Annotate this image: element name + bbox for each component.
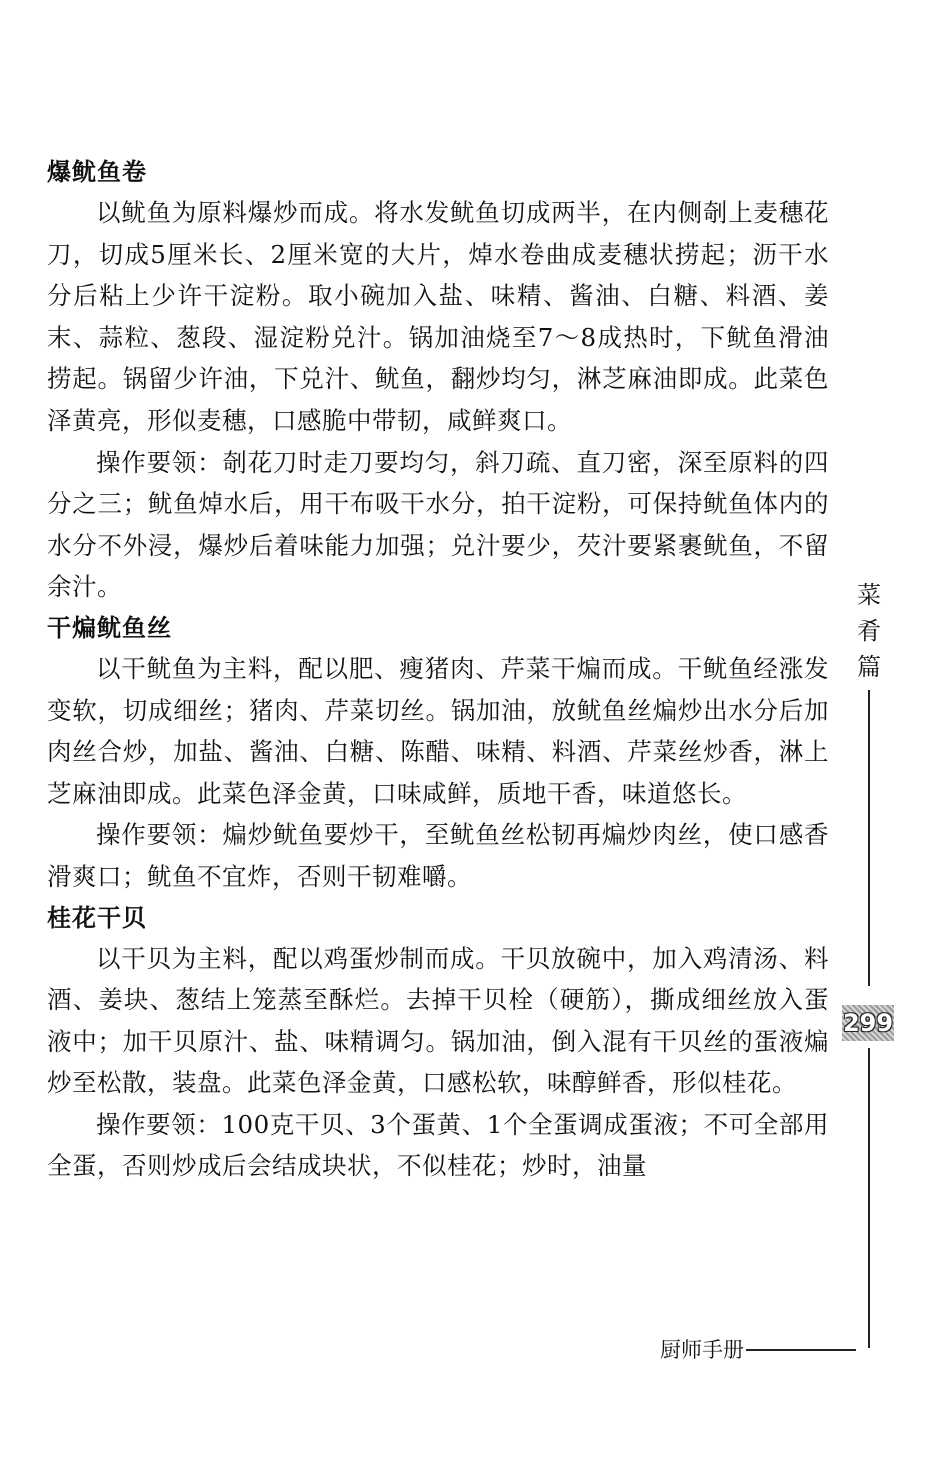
page-footer — [660, 1334, 856, 1364]
section-paragraph: 操作要领：剞花刀时走刀要均匀，斜刀疏、直刀密，深至原料的四分之三；鱿鱼焯水后，用干布吸干水分，拍干淀粉，可保持鱿鱼体内的水分不外浸，爆炒后着味能力加强；兑汁要少，芡汁要紧裹鱿鱼，不留余汁。 — [47, 447, 829, 602]
side-tab-char: 菜 — [857, 581, 881, 609]
margin-rule-top — [868, 690, 870, 986]
page-number-badge — [842, 1005, 894, 1041]
section-paragraph: 操作要领：100克干贝、3个蛋黄、1个全蛋调成蛋液；不可全部用全蛋，否则炒成后会结成块状，不似桂花；炒时，油量 — [47, 1109, 829, 1181]
section-title: 桂花干贝 — [47, 903, 147, 932]
margin-rule-bottom — [868, 1048, 870, 1348]
section-title: 爆鱿鱼卷 — [47, 158, 147, 186]
section-paragraph: 操作要领：煸炒鱿鱼要炒干，至鱿鱼丝松韧再煸炒肉丝，使口感香滑爽口；鱿鱼不宜炸，否则干韧难嚼。 — [47, 820, 829, 891]
section-paragraph: 以干贝为主料，配以鸡蛋炒制而成。干贝放碗中，加入鸡清汤、料酒、姜块、葱结上笼蒸至酥烂。去掉干贝栓（硬筋），撕成细丝放入蛋液中；加干贝原汁、盐、味精调匀。锅加油，倒入混有干贝丝的蛋液煸炒至松散，装盘。此菜色泽金黄，口感松软，味醇鲜香，形似桂花。 — [47, 943, 829, 1098]
page-number: 299 — [842, 1009, 894, 1037]
section-paragraph: 以鱿鱼为原料爆炒而成。将水发鱿鱼切成两半，在内侧剞上麦穗花刀，切成5厘米长、2厘米宽的大片，焯水卷曲成麦穗状捞起；沥干水分后粘上少许干淀粉。取小碗加入盐、味精、酱油、白糖、料酒、姜末、蒜粒、葱段、湿淀粉兑汁。锅加油烧至7～8成热时，下鱿鱼滑油捞起。锅留少许油，下兑汁、鱿鱼，翻炒均匀，淋芝麻油即成。此菜色泽黄亮，形似麦穗，口感脆中带韧，咸鲜爽口。 — [47, 198, 829, 435]
side-tab-char: 篇 — [857, 653, 881, 681]
section-title: 干煸鱿鱼丝 — [47, 613, 172, 642]
side-tab-char: 肴 — [857, 617, 881, 645]
section-paragraph: 以干鱿鱼为主料，配以肥、瘦猪肉、芹菜干煸而成。干鱿鱼经涨发变软，切成细丝；猪肉、芹菜切丝。锅加油，放鱿鱼丝煸炒出水分后加肉丝合炒，加盐、酱油、白糖、陈醋、味精、料酒、芹菜丝炒香，淋上芝麻油即成。此菜色泽金黄，口味咸鲜，质地干香，味道悠长。 — [47, 653, 829, 808]
chapter-side-tab — [855, 577, 883, 685]
footer-book-title: 厨师手册 — [660, 1338, 744, 1362]
footer-rule — [746, 1349, 856, 1351]
page-content — [47, 152, 829, 1187]
